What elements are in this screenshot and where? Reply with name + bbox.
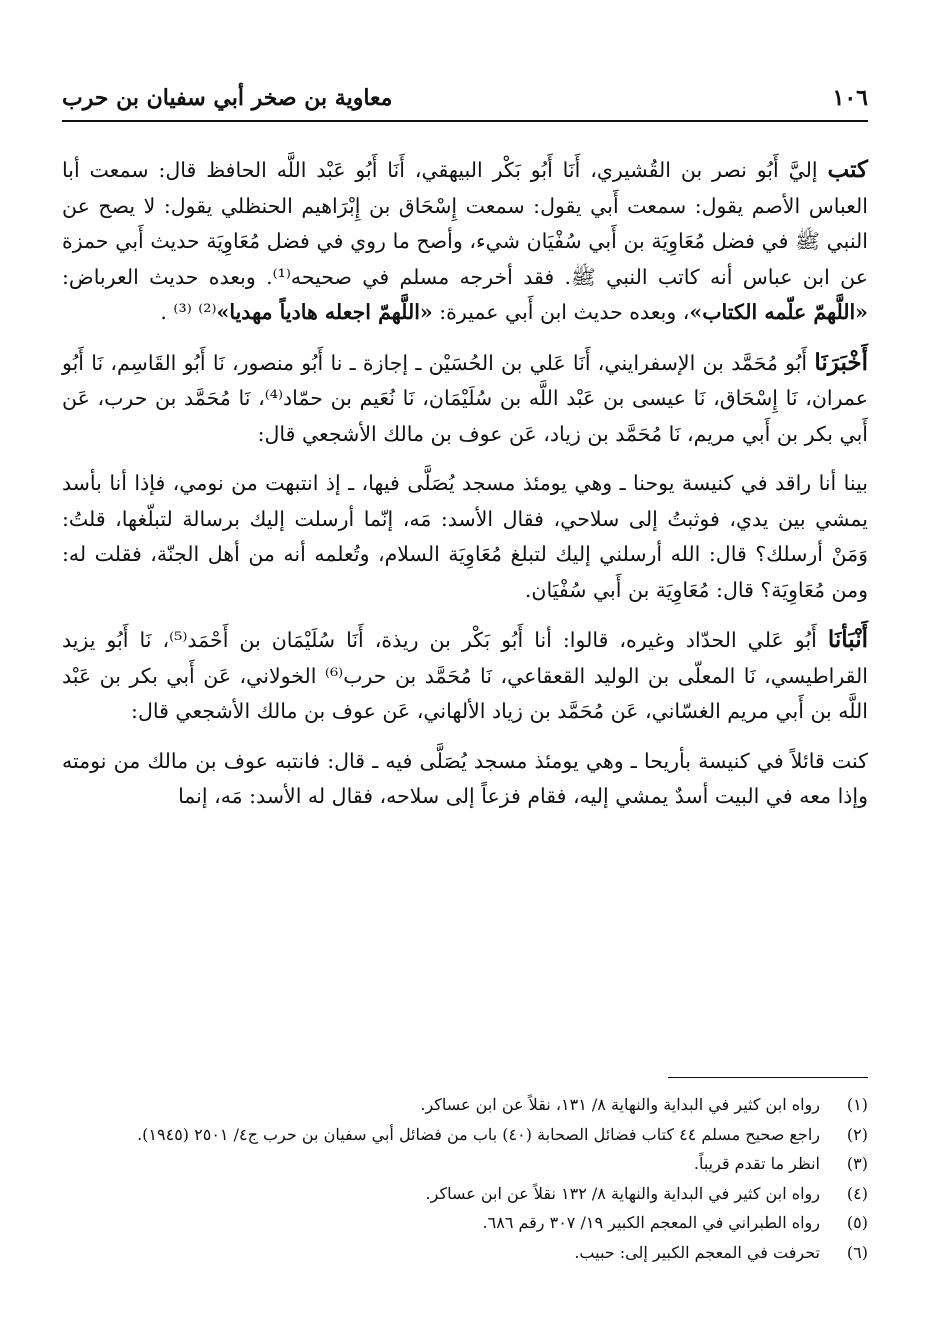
paragraph-4 [62,622,868,730]
page-header [62,78,868,118]
paragraph-text: أَبُو عَلي الحدّاد وغيره، قالوا: أنا أَبُو بَكْر بن ريذة، أَنَا سُلَيْمَان بن أَحْمَد⁽⁵⁾، نَا أَبُو يزيد القراطيسي، نَا المعلّى بن الوليد القعقاعي، نَا مُحَمَّد بن حرب⁽⁶⁾ الخولاني، عَن أَبي بكر بن عَبْد اللَّه بن أَبي مريم الغسّاني، عَن مُحَمَّد بن زياد الألهاني، عَن عوف بن مالك الأشجعي قال: [62,628,868,723]
header-divider [62,120,868,122]
footnote-number: (٣) [846,1154,868,1173]
quoted-prayer: «اللَّهمّ علّمه الكتاب» [689,300,868,324]
paragraph-lead: كتب [827,156,868,183]
paragraph-text: كنت قائلاً في كنيسة بأريحا ـ وهي يومئذ مسجد يُصَلَّى فيه ـ قال: فانتبه عوف بن مالك من نومته وإذا معه في البيت أسدٌ يمشي إليه، فقام فزعاً إلى سلاحه، فقال له الأسد: مَه، إنما [62,748,868,808]
footnote-item [62,1179,868,1209]
footnote-item [62,1149,868,1179]
running-title: معاوية بن صخر أبي سفيان بن حرب [62,85,393,111]
paragraph-1 [62,152,868,331]
footnote-item [62,1090,868,1120]
footnote-number: (١) [846,1095,868,1114]
main-text [62,152,868,815]
paragraph-text: أَبُو مُحَمَّد بن الإسفرايني، أَنَا عَلي بن الحُسَيْن ـ إجازة ـ نا أَبُو منصور، نَا أَبُو القَاسِم، نَا أَبُو عمران، نَا إِسْحَاق، نَا عيسى بن عَبْد اللَّه بن سُلَيْمَان، نَا نُعَيم بن حمّاد⁽⁴⁾، نَا مُحَمَّد بن حرب، عَن أَبي بكر بن أَبي مريم، نَا مُحَمَّد بن زياد، عَن عوف بن مالك الأشجعي قال: [62,350,869,446]
footnote-item [62,1120,868,1150]
paragraph-2 [62,345,868,453]
footnote-divider [668,1077,868,1078]
paragraph-text: ، وبعده حديث ابن أَبي عميرة: [432,300,690,324]
paragraph-text: إليَّ أَبُو نصر بن القُشيري، أَنَا أَبُو بَكْر البيهقي، أَنَا أَبُو عَبْد اللَّه الحافظ قال: سمعت أبا العباس الأصم يقول: سمعت أَبي يقول: سمعت إِسْحَاق بن إِبْرَاهيم الحنظلي يقول: لا يصح عن النبي ﷺ في فضل مُعَاوِيَة بن أَبي سُفْيَان شيء، وأصح ما روي في فضل مُعَاوِيَة حديث أَبي حمزة عن ابن عباس أنه كاتب النبي ﷺ. فقد أخرجه مسلم في صحيحه⁽¹⁾. وبعده حديث العرباض: [62,158,868,289]
paragraph-text: ⁽²⁾ ⁽³⁾ . [160,300,217,324]
quoted-prayer: «اللَّهمّ اجعله هادياً مهديا» [216,300,433,324]
footnote-item [62,1208,868,1238]
footnote-text: رواه ابن كثير في البداية والنهاية ٨/ ١٣١، نقلاً عن ابن عساكر. [420,1095,820,1114]
footnote-text: رواه الطبراني في المعجم الكبير ١٩/ ٣٠٧ رقم ٦٨٦. [482,1213,820,1232]
footnote-number: (٦) [846,1242,868,1262]
paragraph-lead: أَنْبَأنَا [827,626,868,653]
page-number: ١٠٦ [832,85,868,111]
footnote-item [62,1238,868,1268]
paragraph-3 [62,466,868,608]
footnotes [62,1090,868,1267]
footnote-text: راجع صحيح مسلم ٤٤ كتاب فضائل الصحابة (٤٠) باب من فضائل أبي سفيان بن حرب ج٤/ ٢٥٠١ (١٩٤٥). [137,1124,820,1144]
footnote-number: (٢) [846,1124,868,1144]
paragraph-text: بينا أنا راقد في كنيسة يوحنا ـ وهي يومئذ مسجد يُصَلَّى فيها، ـ إذ انتبهت من نومي، فإذا أنا بأسد يمشي بين يدي، فوثبتُ إلى سلاحي، فقال الأسد: مَه، إنّما أرسلت إليك برسالة لتبلّغها، قلتُ: وَمَنْ أرسلك؟ قال: الله أرسلني إليك لتبلغ مُعَاوِيَة السلام، وتُعلمه أنه من أهل الجنّة، فقلت له: ومن مُعَاوِيَة؟ قال: مُعَاوِيَة بن أَبي سُفْيَان. [62,471,868,602]
footnote-text: رواه ابن كثير في البداية والنهاية ٨/ ١٣٢ نقلاً عن ابن عساكر. [425,1183,820,1203]
footnote-text: تحرفت في المعجم الكبير إلى: حبيب. [574,1242,820,1262]
footnote-number: (٤) [846,1183,868,1203]
footnote-text: انظر ما تقدم قريباً. [693,1154,820,1173]
footnote-number: (٥) [846,1213,868,1232]
paragraph-lead: أَخْبَرَنَا [814,348,868,376]
paragraph-5 [62,744,868,815]
